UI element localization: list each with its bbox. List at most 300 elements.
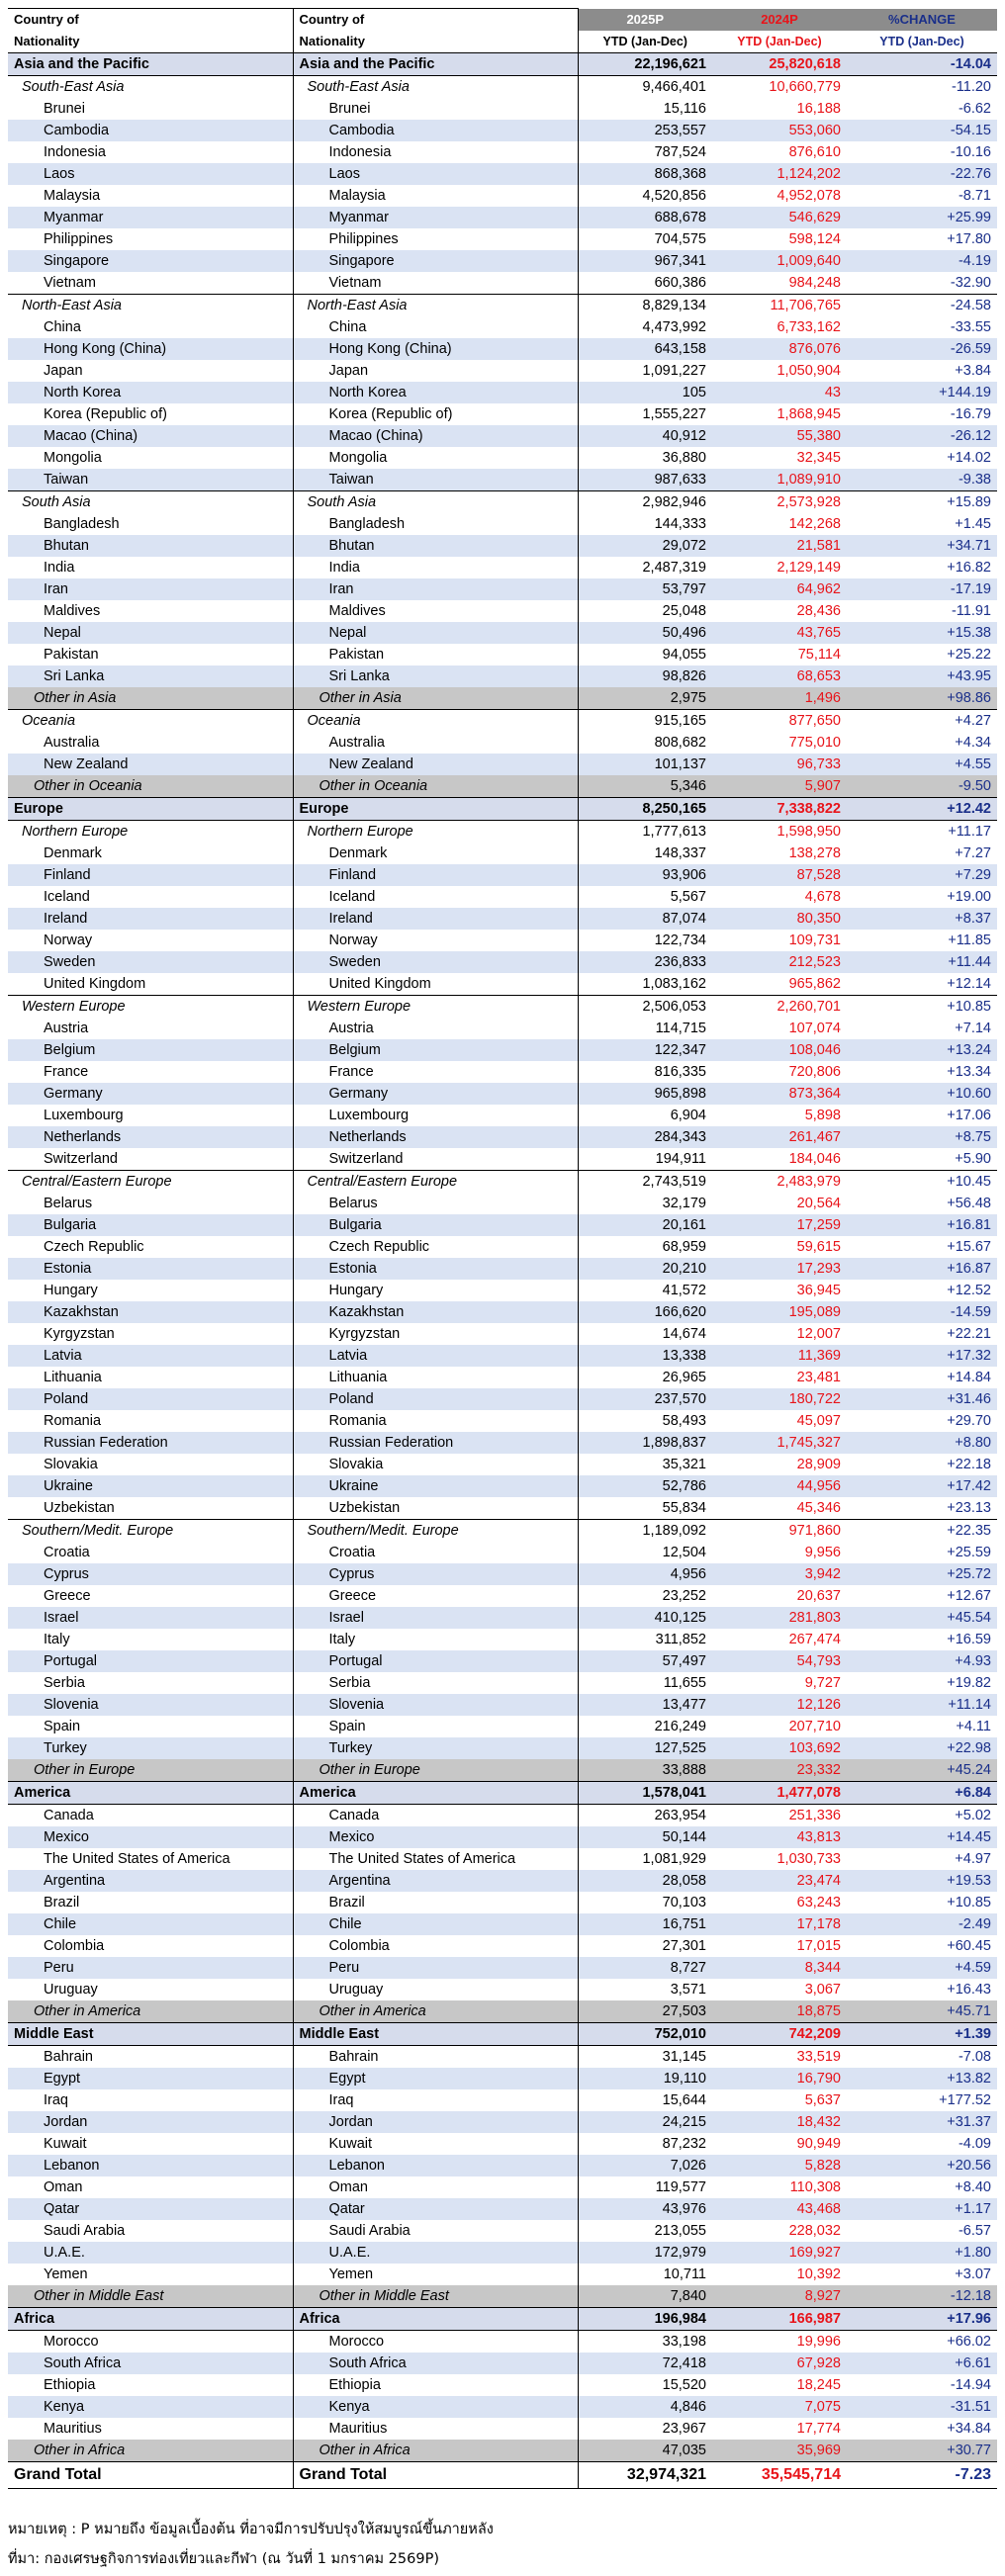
country-row <box>8 1957 997 1979</box>
nationality-name-repeat: Hong Kong (China) <box>293 338 578 360</box>
value-2025: 27,503 <box>578 2000 712 2023</box>
nationality-name: Portugal <box>8 1650 293 1672</box>
nationality-name: Myanmar <box>8 207 293 228</box>
country-row <box>8 2133 997 2155</box>
nationality-name-repeat: Other in Africa <box>293 2440 578 2462</box>
nationality-name-repeat: Romania <box>293 1410 578 1432</box>
nationality-name-repeat: Norway <box>293 930 578 951</box>
country-row <box>8 403 997 425</box>
country-row <box>8 886 997 908</box>
nationality-name: Finland <box>8 864 293 886</box>
nationality-name-repeat: Ethiopia <box>293 2374 578 2396</box>
country-row <box>8 1083 997 1105</box>
country-row <box>8 951 997 973</box>
pct-change: -8.71 <box>958 188 991 204</box>
nationality-name: Northern Europe <box>8 821 293 844</box>
pct-change: +25.22 <box>947 647 991 663</box>
value-2024: 19,996 <box>796 2334 841 2350</box>
nationality-name: Cyprus <box>8 1563 293 1585</box>
nationality-name-repeat: Spain <box>293 1716 578 1737</box>
footnotes <box>8 2515 997 2574</box>
pct-change: +144.19 <box>847 382 997 403</box>
value-2025: 98,826 <box>578 666 712 687</box>
nationality-name: Ireland <box>8 908 293 930</box>
value-2025: 22,196,621 <box>578 53 712 76</box>
value-2025: 1,081,929 <box>642 1851 706 1867</box>
nationality-name: Iraq <box>8 2089 293 2111</box>
country-row <box>8 163 997 185</box>
nationality-name-repeat: China <box>293 316 578 338</box>
nationality-name: Norway <box>8 930 293 951</box>
nationality-name-repeat: Israel <box>293 1607 578 1629</box>
country-row <box>8 469 997 491</box>
other-row <box>8 775 997 798</box>
pct-change: -11.91 <box>951 603 991 619</box>
country-row <box>8 1935 997 1957</box>
pct-change: +10.60 <box>847 1083 997 1105</box>
other-row <box>8 2440 997 2462</box>
pct-change: +4.97 <box>955 1851 991 1867</box>
nationality-name: Western Europe <box>8 996 293 1019</box>
pct-change: +13.24 <box>847 1039 997 1061</box>
value-2025: 7,026 <box>578 2155 712 2176</box>
nationality-name: Latvia <box>8 1345 293 1367</box>
value-2025: 311,852 <box>655 1632 706 1647</box>
nationality-name: Turkey <box>8 1737 293 1759</box>
nationality-name-repeat: Hungary <box>293 1280 578 1301</box>
value-2025: 410,125 <box>578 1607 712 1629</box>
value-2025: 9,466,401 <box>578 76 712 99</box>
value-2025: 237,570 <box>578 1388 712 1410</box>
value-2025: 58,493 <box>662 1413 706 1429</box>
nationality-name: Slovakia <box>8 1454 293 1475</box>
other-row <box>8 687 997 710</box>
value-2024: 18,245 <box>796 2377 841 2393</box>
pct-change: -26.12 <box>847 425 997 447</box>
pct-change: -54.15 <box>847 120 997 141</box>
country-row <box>8 1672 997 1694</box>
pct-change: +16.82 <box>947 560 991 576</box>
nationality-name-repeat: Vietnam <box>293 272 578 295</box>
nationality-name: America <box>8 1782 293 1805</box>
pct-change: +6.84 <box>847 1782 997 1805</box>
value-2024: 16,790 <box>712 2068 847 2089</box>
pct-change: +25.99 <box>847 207 997 228</box>
pct-change: +4.93 <box>847 1650 997 1672</box>
nationality-name: Czech Republic <box>8 1236 293 1258</box>
nationality-name: Belgium <box>8 1039 293 1061</box>
other-row <box>8 1759 997 1782</box>
grand-total-row <box>8 2462 997 2489</box>
nationality-name-repeat: Macao (China) <box>293 425 578 447</box>
nationality-name: North Korea <box>8 382 293 403</box>
nationality-name: Argentina <box>8 1870 293 1892</box>
country-row <box>8 2374 997 2396</box>
nationality-name-repeat: Estonia <box>293 1258 578 1280</box>
nationality-name: Pakistan <box>8 644 293 666</box>
nationality-name-repeat: North Korea <box>293 382 578 403</box>
value-2025: 53,797 <box>578 578 712 600</box>
nationality-name-repeat: Chile <box>293 1913 578 1935</box>
value-2025: 23,967 <box>662 2421 706 2437</box>
pct-change: +14.02 <box>947 450 991 466</box>
nationality-name: Peru <box>8 1957 293 1979</box>
nationality-name-repeat: Belarus <box>293 1193 578 1214</box>
value-2024: 17,259 <box>712 1214 847 1236</box>
country-row <box>8 382 997 403</box>
nationality-name-repeat: U.A.E. <box>293 2242 578 2264</box>
pct-change: +17.42 <box>847 1475 997 1497</box>
pct-change: +15.67 <box>947 1239 991 1255</box>
nationality-name-repeat: Iran <box>293 578 578 600</box>
subregion-row <box>8 996 997 1019</box>
header-nationality-label-2-line2: Nationality <box>293 31 578 53</box>
value-2024: 110,308 <box>789 2179 841 2195</box>
value-2025: 144,333 <box>654 516 706 532</box>
nationality-name: Kazakhstan <box>8 1301 293 1323</box>
nationality-name-repeat: Singapore <box>293 250 578 272</box>
value-2024: 17,178 <box>712 1913 847 1935</box>
nationality-name-repeat: Netherlands <box>293 1126 578 1148</box>
nationality-name: Cambodia <box>8 120 293 141</box>
nationality-name: Yemen <box>8 2264 293 2285</box>
nationality-name-repeat: Korea (Republic of) <box>293 403 578 425</box>
nationality-name-repeat: Japan <box>293 360 578 382</box>
nationality-name-repeat: Portugal <box>293 1650 578 1672</box>
nationality-name: Egypt <box>8 2068 293 2089</box>
pct-change: +11.44 <box>847 951 997 973</box>
value-2024: 876,610 <box>788 144 841 160</box>
country-row <box>8 2242 997 2264</box>
country-row <box>8 908 997 930</box>
nationality-name-repeat: Middle East <box>293 2023 578 2046</box>
value-2025: 1,555,227 <box>642 406 706 422</box>
value-2025: 987,633 <box>578 469 712 491</box>
grand-total-label-repeat: Grand Total <box>293 2462 578 2489</box>
nationality-name: Mexico <box>8 1826 293 1848</box>
value-2024: 64,962 <box>712 578 847 600</box>
value-2025: 816,335 <box>654 1064 706 1080</box>
pct-change: -33.55 <box>950 319 991 335</box>
pct-change: +17.96 <box>847 2308 997 2331</box>
nationality-name: Greece <box>8 1585 293 1607</box>
value-2025: 236,833 <box>578 951 712 973</box>
country-row <box>8 1236 997 1258</box>
nationality-name: Iran <box>8 578 293 600</box>
pct-change: +1.45 <box>955 516 991 532</box>
nationality-name: Other in Middle East <box>8 2285 293 2308</box>
value-2024: 1,009,640 <box>712 250 847 272</box>
value-2024: 9,956 <box>804 1545 841 1560</box>
country-row <box>8 1737 997 1759</box>
nationality-name-repeat: Kenya <box>293 2396 578 2418</box>
pct-change: +3.84 <box>955 363 991 379</box>
country-row <box>8 2353 997 2374</box>
pct-change: -2.49 <box>847 1913 997 1935</box>
value-2024: 7,338,822 <box>712 798 847 821</box>
nationality-name: Hungary <box>8 1280 293 1301</box>
nationality-name-repeat: Switzerland <box>293 1148 578 1171</box>
country-row <box>8 1870 997 1892</box>
nationality-name: Japan <box>8 360 293 382</box>
nationality-name: Oman <box>8 2176 293 2198</box>
header-year-2025: 2025P <box>578 9 712 32</box>
value-2024: 742,209 <box>712 2023 847 2046</box>
nationality-name: Kuwait <box>8 2133 293 2155</box>
nationality-name: South Africa <box>8 2353 293 2374</box>
pct-change: +23.13 <box>947 1500 991 1516</box>
value-2024: 553,060 <box>712 120 847 141</box>
nationality-name-repeat: Maldives <box>293 600 578 622</box>
value-2025: 122,734 <box>654 933 706 948</box>
value-2025: 5,346 <box>578 775 712 798</box>
value-2024: 4,678 <box>804 889 841 905</box>
country-row <box>8 1454 997 1475</box>
value-2024: 17,293 <box>712 1258 847 1280</box>
nationality-name: France <box>8 1061 293 1083</box>
value-2025: 15,116 <box>663 101 706 117</box>
value-2024: 3,067 <box>804 1982 841 1998</box>
nationality-name-repeat: France <box>293 1061 578 1083</box>
pct-change: +4.59 <box>847 1957 997 1979</box>
value-2024: 45,097 <box>796 1413 841 1429</box>
country-row <box>8 2176 997 2198</box>
pct-change: -17.19 <box>847 578 997 600</box>
pct-change: -24.58 <box>847 295 997 317</box>
value-2024: 1,868,945 <box>777 406 841 422</box>
pct-change: -10.16 <box>950 144 991 160</box>
nationality-name-repeat: Bahrain <box>293 2046 578 2069</box>
nationality-name: U.A.E. <box>8 2242 293 2264</box>
nationality-name-repeat: Germany <box>293 1083 578 1105</box>
nationality-name: Other in America <box>8 2000 293 2023</box>
value-2025: 36,880 <box>662 450 706 466</box>
other-row <box>8 2285 997 2308</box>
value-2024: 43,765 <box>712 622 847 644</box>
value-2024: 32,345 <box>796 450 841 466</box>
value-2024: 166,987 <box>712 2308 847 2331</box>
value-2024: 598,124 <box>788 231 841 247</box>
nationality-name: Spain <box>8 1716 293 1737</box>
country-row <box>8 360 997 382</box>
nationality-name: Oceania <box>8 710 293 733</box>
pct-change: -32.90 <box>950 275 991 291</box>
nationality-name: Luxembourg <box>8 1105 293 1126</box>
nationality-name: Sri Lanka <box>8 666 293 687</box>
pct-change: -7.08 <box>958 2049 991 2065</box>
pct-change: +30.77 <box>847 2440 997 2462</box>
nationality-name-repeat: Croatia <box>293 1542 578 1563</box>
pct-change: +22.35 <box>847 1520 997 1543</box>
nationality-name-repeat: Slovakia <box>293 1454 578 1475</box>
country-row <box>8 1126 997 1148</box>
pct-change: +15.38 <box>847 622 997 644</box>
value-2024: 720,806 <box>788 1064 841 1080</box>
value-2025: 643,158 <box>578 338 712 360</box>
nationality-name-repeat: Serbia <box>293 1672 578 1694</box>
nationality-name-repeat: Russian Federation <box>293 1432 578 1454</box>
pct-change: +12.42 <box>847 798 997 821</box>
value-2024: 775,010 <box>788 735 841 751</box>
value-2025: 7,840 <box>578 2285 712 2308</box>
other-row <box>8 2000 997 2023</box>
header-ytd-change: YTD (Jan-Dec) <box>879 35 964 48</box>
country-row <box>8 2396 997 2418</box>
value-2025: 16,751 <box>578 1913 712 1935</box>
country-row <box>8 1629 997 1650</box>
country-row <box>8 1301 997 1323</box>
nationality-name: Israel <box>8 1607 293 1629</box>
nationality-name-repeat: Philippines <box>293 228 578 250</box>
nationality-name-repeat: Yemen <box>293 2264 578 2285</box>
value-2024: 2,483,979 <box>712 1171 847 1194</box>
country-row <box>8 1018 997 1039</box>
value-2025: 166,620 <box>578 1301 712 1323</box>
value-2024: 251,336 <box>788 1808 841 1823</box>
nationality-name: India <box>8 557 293 578</box>
nationality-name: Europe <box>8 798 293 821</box>
nationality-name: Iceland <box>8 886 293 908</box>
value-2025: 41,572 <box>662 1283 706 1298</box>
value-2024: 546,629 <box>712 207 847 228</box>
country-row <box>8 2046 997 2069</box>
country-row <box>8 1892 997 1913</box>
value-2025: 29,072 <box>578 535 712 557</box>
pct-change: -16.79 <box>950 406 991 422</box>
region-row <box>8 798 997 821</box>
value-2024: 68,653 <box>712 666 847 687</box>
pct-change: +5.90 <box>955 1151 991 1167</box>
subregion-row <box>8 295 997 317</box>
value-2024: 873,364 <box>712 1083 847 1105</box>
value-2024: 6,733,162 <box>777 319 841 335</box>
value-2025: 14,674 <box>662 1326 706 1342</box>
value-2024: 3,942 <box>712 1563 847 1585</box>
value-2024: 18,432 <box>712 2111 847 2133</box>
nationality-name: Qatar <box>8 2198 293 2220</box>
pct-change: +11.85 <box>948 933 991 948</box>
value-2024: 23,474 <box>712 1870 847 1892</box>
pct-change: +13.82 <box>847 2068 997 2089</box>
country-row <box>8 513 997 535</box>
pct-change: -22.76 <box>847 163 997 185</box>
nationality-name-repeat: Morocco <box>293 2331 578 2354</box>
country-row <box>8 732 997 754</box>
pct-change: +10.45 <box>847 1171 997 1194</box>
value-2024: 36,945 <box>796 1283 841 1298</box>
value-2024: 1,124,202 <box>712 163 847 185</box>
grand-total-change: -7.23 <box>847 2462 997 2489</box>
nationality-name-repeat: Laos <box>293 163 578 185</box>
value-2025: 1,578,041 <box>578 1782 712 1805</box>
value-2025: 13,338 <box>578 1345 712 1367</box>
value-2024: 971,860 <box>712 1520 847 1543</box>
nationality-name: Singapore <box>8 250 293 272</box>
pct-change: -6.57 <box>958 2223 991 2239</box>
country-row <box>8 1650 997 1672</box>
country-row <box>8 1193 997 1214</box>
nationality-name: Vietnam <box>8 272 293 295</box>
value-2025: 122,347 <box>578 1039 712 1061</box>
header-pct-change: %CHANGE <box>847 9 997 32</box>
pct-change: -12.18 <box>847 2285 997 2308</box>
pct-change: +45.24 <box>847 1759 997 1782</box>
pct-change: +17.80 <box>947 231 991 247</box>
value-2024: 20,564 <box>796 1196 841 1211</box>
country-row <box>8 1432 997 1454</box>
value-2024: 8,927 <box>712 2285 847 2308</box>
nationality-name: Denmark <box>8 843 293 864</box>
nationality-name: Korea (Republic of) <box>8 403 293 425</box>
value-2025: 253,557 <box>578 120 712 141</box>
value-2025: 213,055 <box>654 2223 706 2239</box>
grand-total-2024: 35,545,714 <box>712 2462 847 2489</box>
value-2024: 1,089,910 <box>712 469 847 491</box>
nationality-name: South Asia <box>8 491 293 514</box>
pct-change: +12.67 <box>947 1588 991 1604</box>
value-2025: 4,846 <box>578 2396 712 2418</box>
value-2024: 35,969 <box>712 2440 847 2462</box>
value-2024: 877,650 <box>712 710 847 733</box>
country-row <box>8 425 997 447</box>
pct-change: +98.86 <box>847 687 997 710</box>
region-row <box>8 2308 997 2331</box>
pct-change: +11.14 <box>847 1694 997 1716</box>
nationality-name: Malaysia <box>8 185 293 207</box>
country-row <box>8 1280 997 1301</box>
nationality-name: Slovenia <box>8 1694 293 1716</box>
value-2024: 28,436 <box>796 603 841 619</box>
value-2025: 808,682 <box>654 735 706 751</box>
pct-change: -4.19 <box>847 250 997 272</box>
pct-change: +25.59 <box>947 1545 991 1560</box>
value-2024: 80,350 <box>712 908 847 930</box>
country-row <box>8 1475 997 1497</box>
value-2025: 40,912 <box>578 425 712 447</box>
pct-change: +17.32 <box>847 1345 997 1367</box>
value-2024: 43,813 <box>712 1826 847 1848</box>
header-row-2 <box>8 31 997 53</box>
value-2024: 75,114 <box>797 647 841 663</box>
value-2024: 28,909 <box>796 1457 841 1472</box>
value-2025: 967,341 <box>578 250 712 272</box>
value-2024: 1,050,904 <box>777 363 841 379</box>
value-2025: 33,198 <box>662 2334 706 2350</box>
country-row <box>8 1694 997 1716</box>
value-2025: 19,110 <box>578 2068 712 2089</box>
country-row <box>8 1607 997 1629</box>
nationality-name-repeat: Other in Middle East <box>293 2285 578 2308</box>
value-2025: 216,249 <box>654 1719 706 1734</box>
pct-change: +7.14 <box>955 1021 991 1036</box>
nationality-name-repeat: Cyprus <box>293 1563 578 1585</box>
country-row <box>8 864 997 886</box>
nationality-name: Lebanon <box>8 2155 293 2176</box>
nationality-name: Bangladesh <box>8 513 293 535</box>
value-2024: 23,332 <box>712 1759 847 1782</box>
value-2025: 263,954 <box>654 1808 706 1823</box>
value-2024: 17,774 <box>796 2421 841 2437</box>
pct-change: +3.07 <box>955 2266 991 2282</box>
pct-change: +16.81 <box>847 1214 997 1236</box>
nationality-name: Romania <box>8 1410 293 1432</box>
value-2024: 11,369 <box>712 1345 847 1367</box>
pct-change: +31.46 <box>847 1388 997 1410</box>
value-2025: 172,979 <box>578 2242 712 2264</box>
country-row <box>8 1388 997 1410</box>
value-2024: 228,032 <box>788 2223 841 2239</box>
nationality-name-repeat: Other in Europe <box>293 1759 578 1782</box>
